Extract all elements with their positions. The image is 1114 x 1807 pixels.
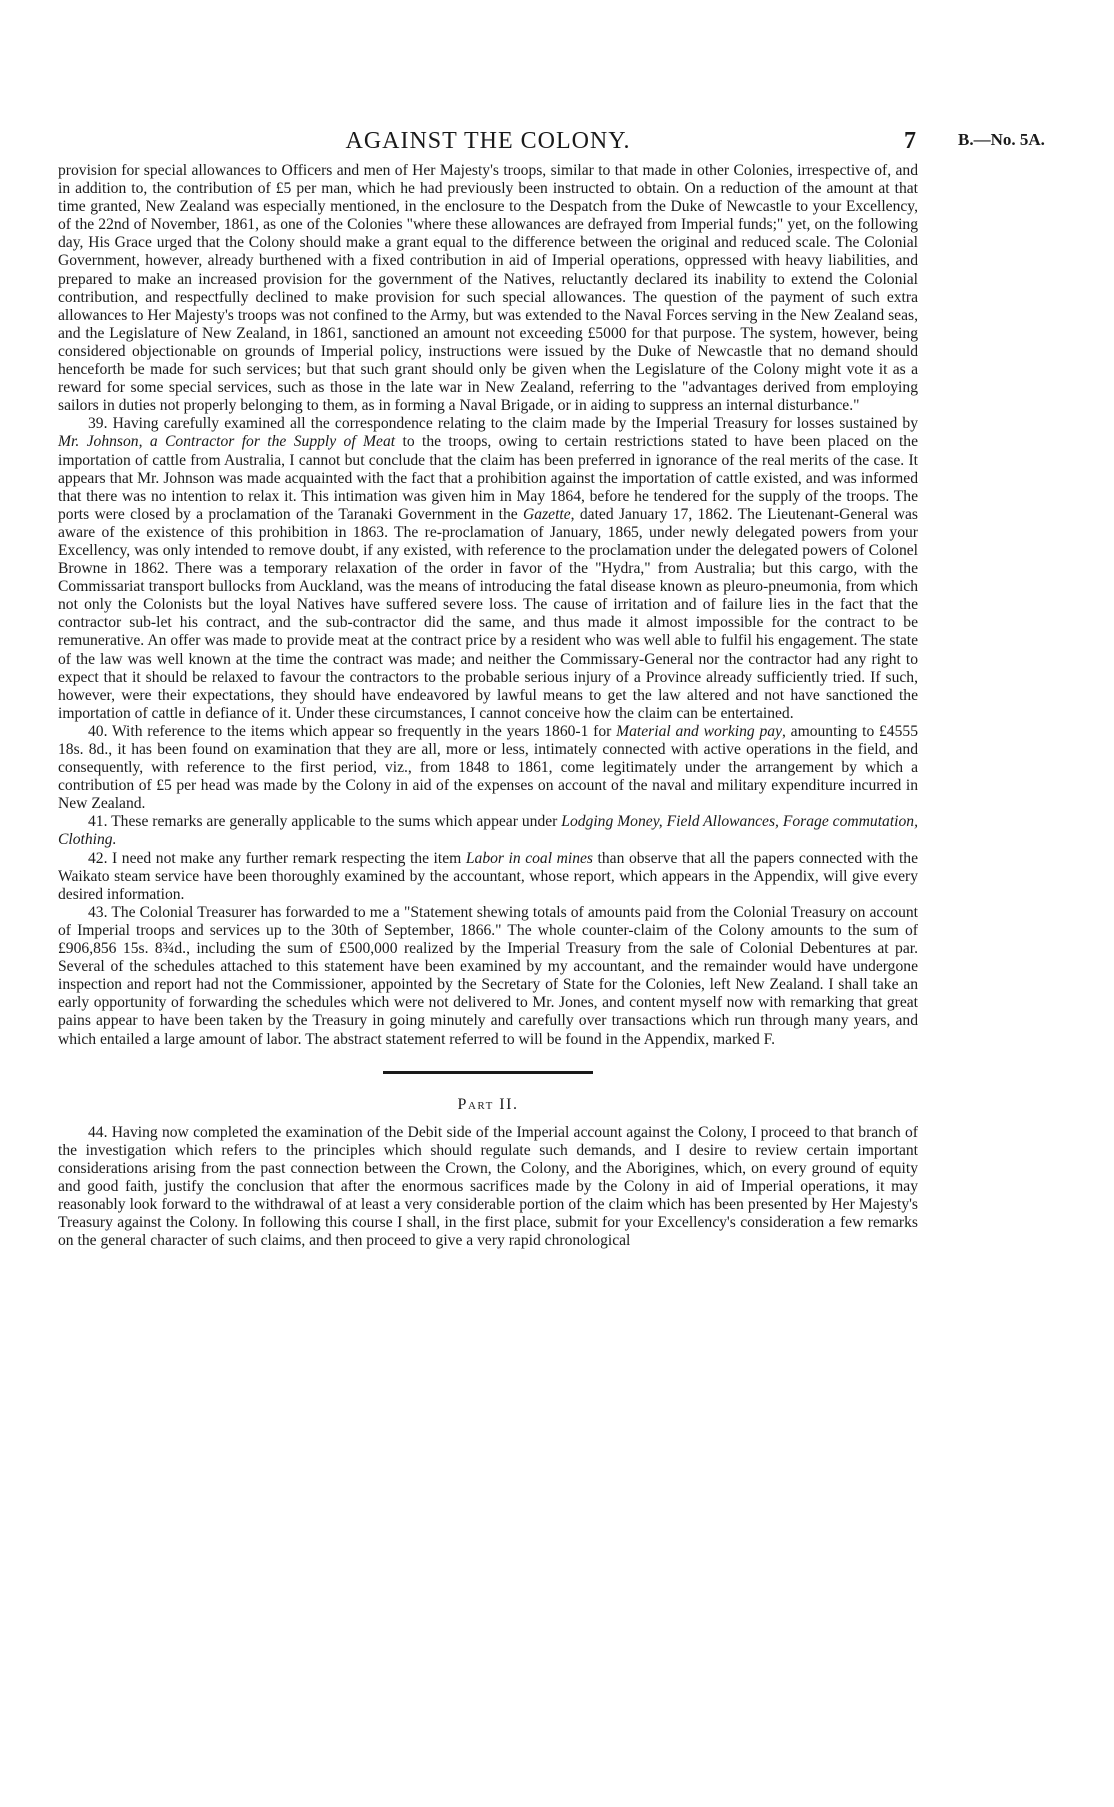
paragraph-39-italic: Mr. Johnson, a Contractor for the Supply of Meat (58, 433, 396, 451)
paragraph-40-text-2: , amounting to £4555 18s. 8d., it has been found on examination that they are all, more or less, intimately connected with active operations in the field, and consequently, with reference to the first period, viz., from 1848 to 1861, come legitimately under the arrangement by which a contribution of £5 per head was made by the Colony in aid of the expenses on account of the naval and military expenditure incurred in New Zealand. (58, 722, 918, 813)
page-number: 7 (904, 128, 916, 154)
paragraph-40 (58, 723, 918, 813)
paragraph-38-continued: provision for special allowances to Officers and men of Her Majesty's troops, similar to that made in other Colonies, irrespective of, and in addition to, the contribution of £5 per man, which he had previously been instructed to obtain. On a reduction of the amount at that time granted, New Zealand was especially mentioned, in the enclosure to the Despatch from the Duke of Newcastle to your Excellency, of the 22nd of November, 1861, as one of the Colonies "where these allowances are defrayed from Imperial funds;" yet, on the following day, His Grace urged that the Colony should make a grant equal to the difference between the original and reduced scale. The Colonial Government, however, already burthened with a fixed contribution in aid of Imperial operations, oppressed with heavy liabilities, and prepared to make an increased provision for the government of the Natives, reluctantly declared its inability to extend the Colonial contribution, and respectfully declined to make provision for such special allowances. The question of the payment of such extra allowances to Her Majesty's troops was not confined to the Army, but was extended to the Naval Forces serving in the New Zealand seas, and the Legislature of New Zealand, in 1861, sanctioned an amount not exceeding £5000 for that purpose. The system, however, being considered objectionable on grounds of Imperial policy, instructions were issued by the Duke of Newcastle that no demand should henceforth be made for such services; but that such grant should only be given when the Legislature of the Colony might vote it as a reward for some special services, such as those in the late war in New Zealand, referring to the "advantages derived from employing sailors in duties not properly belonging to them, as in forming a Naval Brigade, or in aiding to suppress an internal disturbance." (58, 162, 918, 415)
body-text (58, 162, 918, 1049)
paragraph-39-italic-2: Gazette (523, 505, 571, 523)
paragraph-39 (58, 415, 918, 723)
paragraph-39-text-2: to the troops, owing to certain restrictions stated to have been placed on the importation of cattle from Australia, I cannot but conclude that the claim has been preferred in ignorance of the real merits of the case. It appears that Mr. Johnson was made acquainted with the fact that a prohibition against the importation of cattle existed, and was informed that there was no intention to relax it. This intimation was given him in May 1864, before he tendered for the supply of the troops. The ports were closed by a proclamation of the Taranaki Government in the (58, 433, 919, 523)
paragraph-43: 43. The Colonial Treasurer has forwarded to me a "Statement shewing totals of amounts paid from the Colonial Treasury on account of Imperial troops and services up to the 30th of September, 1866." The whole counter-claim of the Colony amounts to the sum of £906,856 15s. 8¾d., including the sum of £500,000 realized by the Imperial Treasury from the sale of Colonial Debentures at par. Several of the schedules attached to this statement have been examined by my accountant, and the remainder would have undergone inspection and report had not the Commissioner, appointed by the Secretary of State for the Colonies, left New Zealand. I shall take an early opportunity of forwarding the schedules which were not delivered to Mr. Jones, and content myself now with remarking that great pains appear to have been taken by the Treasury in going minutely and carefully over transactions which run through many years, and which entailed a large amount of labor. The abstract statement referred to will be found in the Appendix, marked F. (58, 903, 918, 1048)
paragraph-39-text: 39. Having carefully examined all the correspondence relating to the claim made by the Imperial Treasury for losses sustained by (88, 415, 918, 433)
paragraph-41 (58, 813, 918, 849)
paragraph-40-italic: Material and working pay (616, 722, 782, 740)
paragraph-42-italic: Labor in coal mines (465, 849, 593, 867)
part-2-body (58, 1124, 918, 1251)
document-page (58, 118, 1045, 1250)
paragraph-40-text: 40. With reference to the items which appear so frequently in the years 1860-1 for (88, 722, 617, 740)
paragraph-44: 44. Having now completed the examination of the Debit side of the Imperial account against the Colony, I proceed to that branch of the investigation which refers to the principles which should regulate such demands, and I desire to review certain important considerations arising from the past connection between the Crown, the Colony, and the Aborigines, which, on every ground of equity and good faith, justify the conclusion that after the enormous sacrifices made by the Colony in aid of Imperial operations, it may reasonably look forward to the withdrawal of at least a very considerable portion of the claim which has been presented by Her Majesty's Treasury against the Colony. In following this course I shall, in the first place, submit for your Excellency's consideration a few remarks on the general character of such claims, and then proceed to give a very rapid chronological (58, 1123, 918, 1250)
paragraph-39-text-3: , dated January 17, 1862. The Lieutenant-General was aware of the existence of this prohibition in 1863. The re-proclamation of January, 1865, under newly delegated powers from your Excellency, was only intended to remove doubt, if any existed, with reference to the proclamation under the delegated powers of Colonel Browne in 1862. There was a temporary relaxation of the order in favor of the "Hydra," from Australia; but this cargo, with the Commissariat transport bullocks from Auckland, was the means of introducing the fatal disease known as pleuro-pneumonia, from which not only the Colonists but the loyal Natives have suffered severe loss. The cause of irritation and of failure lies in the fact that the contractor sub-let his contract, and the sub-contractor did the same, and thus made it almost impossible for the contract to be remunerative. An offer was made to provide meat at the contract price by a resident who was well able to fulfil his engagement. The state of the law was well known at the time the contract was made; and neither the Commissary-General nor the contractor had any right to expect that it should be relaxed to favour the contractors to the probable serious injury of a Province already sufficiently tried. If such, however, were their expectations, they should have endeavored by lawful means to get the law altered and not have sanctioned the importation of cattle in defiance of it. Under these circumstances, I cannot conceive how the claim can be entertained. (58, 505, 918, 722)
paragraph-42 (58, 850, 918, 904)
paragraph-41-text: 41. These remarks are generally applicable to the sums which appear under (88, 813, 562, 831)
paragraph-42-text: 42. I need not make any further remark respecting the item (88, 849, 466, 867)
paragraph-42-text-2: than observe that all the papers connected with the Waikato steam service have been thoroughly examined by the accountant, whose report, which appears in the Appendix, will give every desired information. (58, 849, 919, 903)
part-heading: Part II. (457, 1095, 519, 1113)
document-reference: B.—No. 5A. (958, 130, 1045, 149)
paragraph-41-italic: Lodging Money, Field Allowances, Forage commutation, Clothing. (58, 813, 918, 849)
section-divider (383, 1071, 593, 1074)
page-header (58, 118, 1045, 162)
running-title: AGAINST THE COLONY. (345, 128, 631, 154)
